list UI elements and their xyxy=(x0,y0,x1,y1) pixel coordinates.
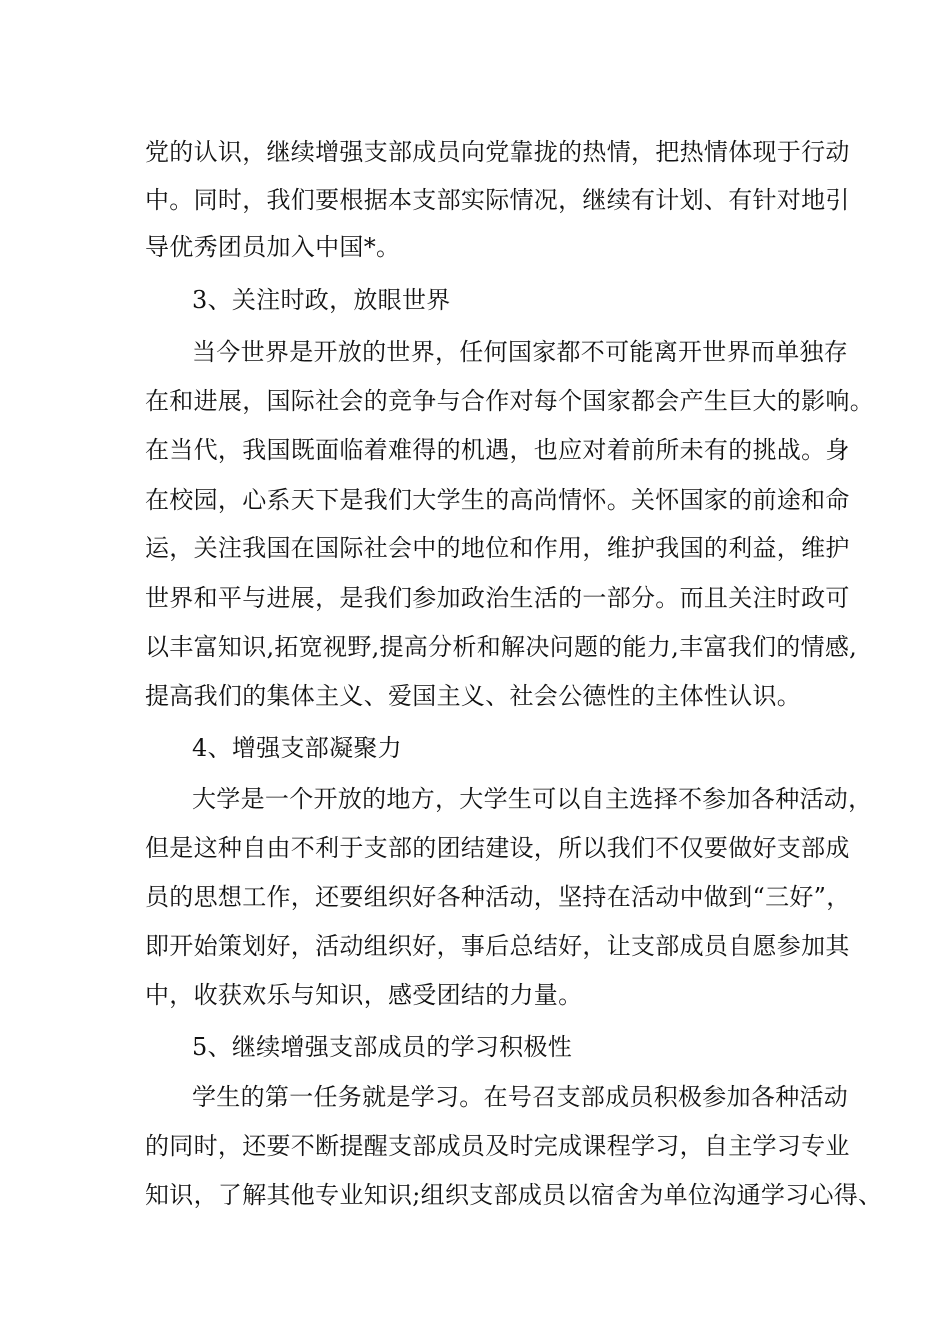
body-line: 以丰富知识,拓宽视野,提高分析和解决问题的能力,丰富我们的情感, xyxy=(145,633,858,661)
body-line: 的同时，还要不断提醒支部成员及时完成课程学习，自主学习专业 xyxy=(145,1132,850,1160)
section-heading-5: 5、继续增强支部成员的学习积极性 xyxy=(192,1033,573,1061)
section-heading-4: 4、增强支部凝聚力 xyxy=(192,734,402,762)
body-line: 在校园，心系天下是我们大学生的高尚情怀。关怀国家的前途和命 xyxy=(145,486,850,514)
body-line: 员的思想工作，还要组织好各种活动，坚持在活动中做到“三好”， xyxy=(145,883,851,911)
section-heading-3: 3、关注时政，放眼世界 xyxy=(192,286,451,314)
body-line: 知识，了解其他专业知识;组织支部成员以宿舍为单位沟通学习心得、 xyxy=(145,1181,883,1209)
body-line: 当今世界是开放的世界，任何国家都不可能离开世界而单独存 xyxy=(192,338,849,366)
body-line: 世界和平与进展，是我们参加政治生活的一部分。而且关注时政可 xyxy=(145,584,850,612)
body-line: 运，关注我国在国际社会中的地位和作用，维护我国的利益，维护 xyxy=(145,534,850,562)
body-line: 导优秀团员加入中国*。 xyxy=(145,233,401,261)
body-line: 党的认识，继续增强支部成员向党靠拢的热情，把热情体现于行动 xyxy=(145,138,850,166)
body-line: 提高我们的集体主义、爱国主义、社会公德性的主体性认识。 xyxy=(145,682,802,710)
body-line: 在和进展，国际社会的竞争与合作对每个国家都会产生巨大的影响。 xyxy=(145,387,874,415)
body-line: 但是这种自由不利于支部的团结建设，所以我们不仅要做好支部成 xyxy=(145,834,850,862)
body-line: 中，收获欢乐与知识，感受团结的力量。 xyxy=(145,981,583,1009)
body-line: 即开始策划好，活动组织好，事后总结好，让支部成员自愿参加其 xyxy=(145,932,850,960)
body-line: 在当代，我国既面临着难得的机遇，也应对着前所未有的挑战。身 xyxy=(145,436,850,464)
body-line: 中。同时，我们要根据本支部实际情况，继续有计划、有针对地引 xyxy=(145,186,850,214)
body-line: 学生的第一任务就是学习。在号召支部成员积极参加各种活动 xyxy=(192,1083,849,1111)
body-line: 大学是一个开放的地方，大学生可以自主选择不参加各种活动， xyxy=(192,785,873,813)
